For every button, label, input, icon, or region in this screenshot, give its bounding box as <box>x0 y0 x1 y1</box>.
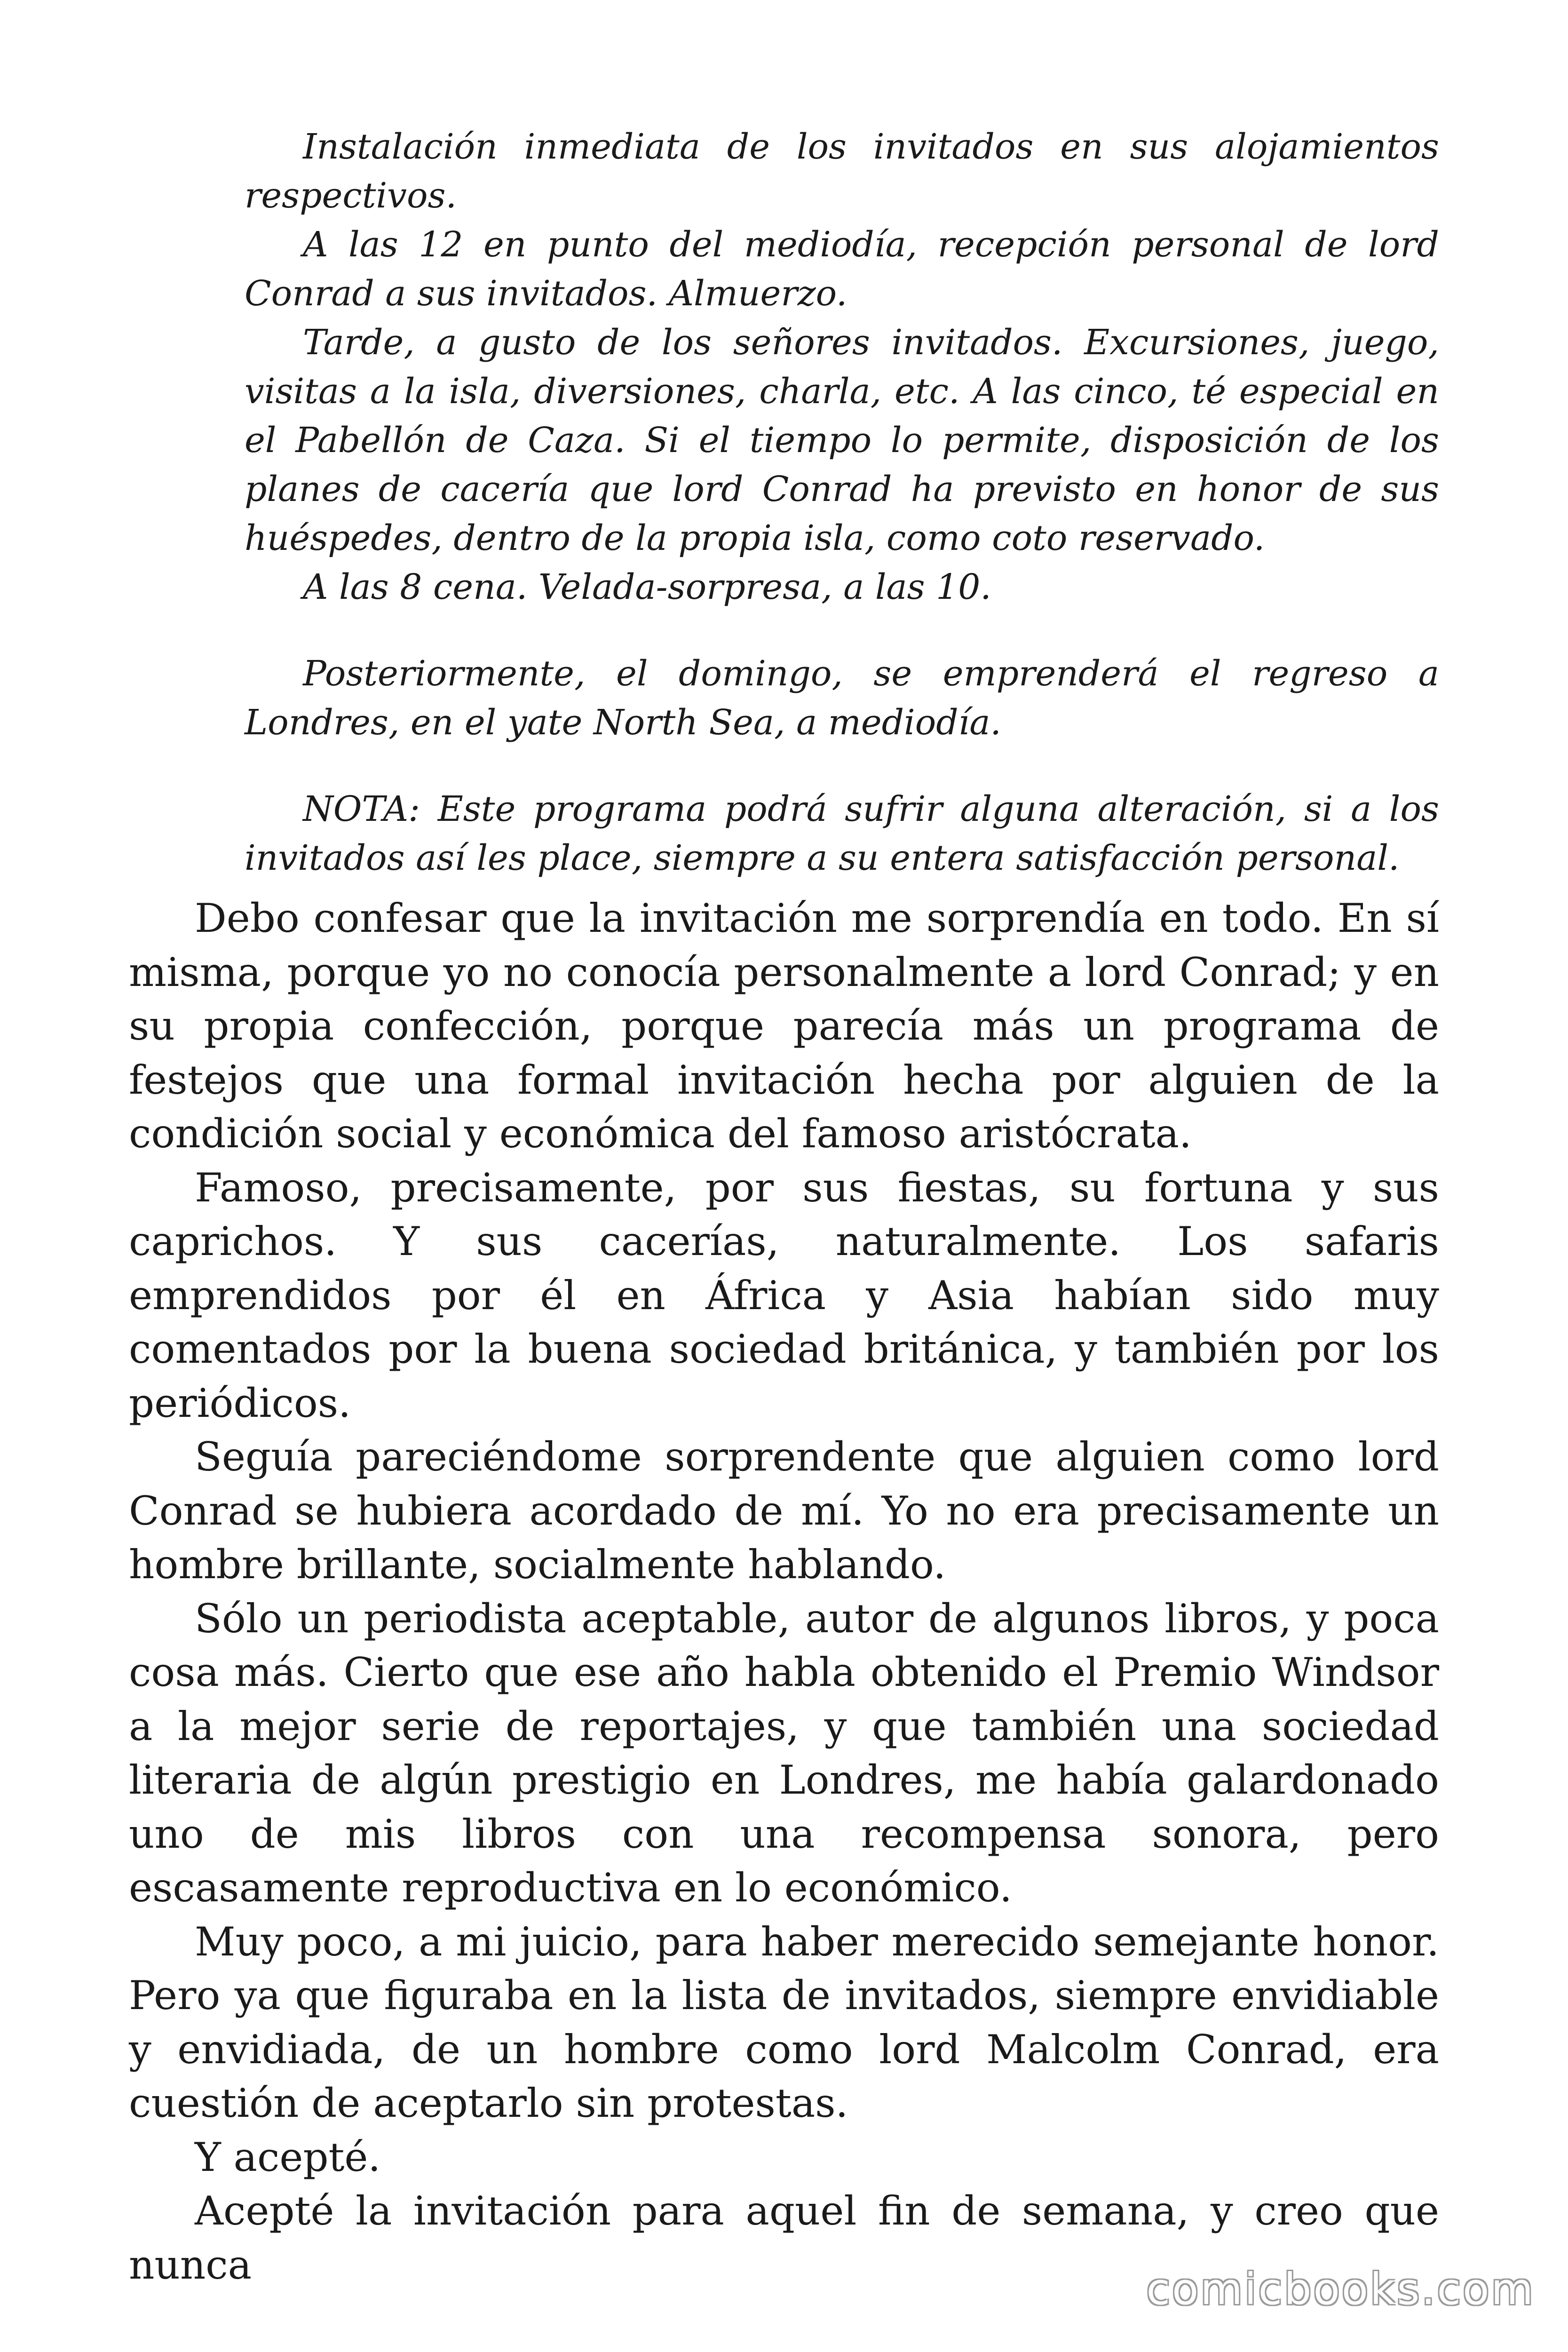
invitation-program <box>245 122 1439 882</box>
paragraph: Muy poco, a mi juicio, para haber merecido semejante honor. Pero ya que figuraba en la lista de invitados, siempre envidiable y envidiada, de un hombre como lord Malcolm Conrad, era cuestión de aceptarlo sin protestas. <box>129 1918 1439 2126</box>
invitation-line: A las 8 cena. Velada-sorpresa, a las 10. <box>303 567 991 607</box>
invitation-line: A las 12 en punto del mediodía, recepción personal de lord Conrad a sus invitados. Almuerzo. <box>245 224 1439 314</box>
invitation-line: Tarde, a gusto de los señores invitados. Excursiones, juego, visitas a la isla, diversiones, charla, etc. A las cinco, té especial en el Pabellón de Caza. Si el tiempo lo permite, disposición de los planes de cacería que lord Conrad ha previsto en honor de sus huéspedes, dentro de la propia isla, como coto reservado. <box>245 322 1439 558</box>
invitation-line: Posteriormente, el domingo, se emprenderá el regreso a Londres, en el yate North Sea, a mediodía. <box>245 653 1439 743</box>
paragraph: Sólo un periodista aceptable, autor de algunos libros, y poca cosa más. Cierto que ese año habla obtenido el Premio Windsor a la mejor serie de reportajes, y que también una sociedad literaria de algún prestigio en Londres, me había galardonado uno de mis libros con una recompensa sonora, pero escasamente reproductiva en lo económico. <box>129 1595 1439 1911</box>
paragraph: Seguía pareciéndome sorprendente que alguien como lord Conrad se hubiera acordado de mí. Yo no era precisamente un hombre brillante, socialmente hablando. <box>129 1434 1439 1588</box>
paragraph: Y acepté. <box>195 2134 381 2180</box>
site-watermark: comicbooks.com <box>1146 2264 1535 2314</box>
invitation-line: Instalación inmediata de los invitados en sus alojamientos respectivos. <box>245 127 1439 216</box>
paragraph: Acepté la invitación para aquel fin de semana, y creo que nunca <box>129 2188 1439 2288</box>
paragraph: Famoso, precisamente, por sus fiestas, su fortuna y sus caprichos. Y sus cacerías, naturalmente. Los safaris emprendidos por él en África y Asia habían sido muy comentados por la buena sociedad británica, y también por los periódicos. <box>129 1164 1439 1426</box>
narrative-text <box>129 891 1439 2292</box>
paragraph: Debo confesar que la invitación me sorprendía en todo. En sí misma, porque yo no conocía personalmente a lord Conrad; y en su propia confección, porque parecía más un programa de festejos que una formal invitación hecha por alguien de la condición social y económica del famoso aristócrata. <box>129 895 1439 1157</box>
invitation-note: NOTA: Este programa podrá sufrir alguna alteración, si a los invitados así les place, siempre a su entera satisfacción personal. <box>245 789 1439 878</box>
